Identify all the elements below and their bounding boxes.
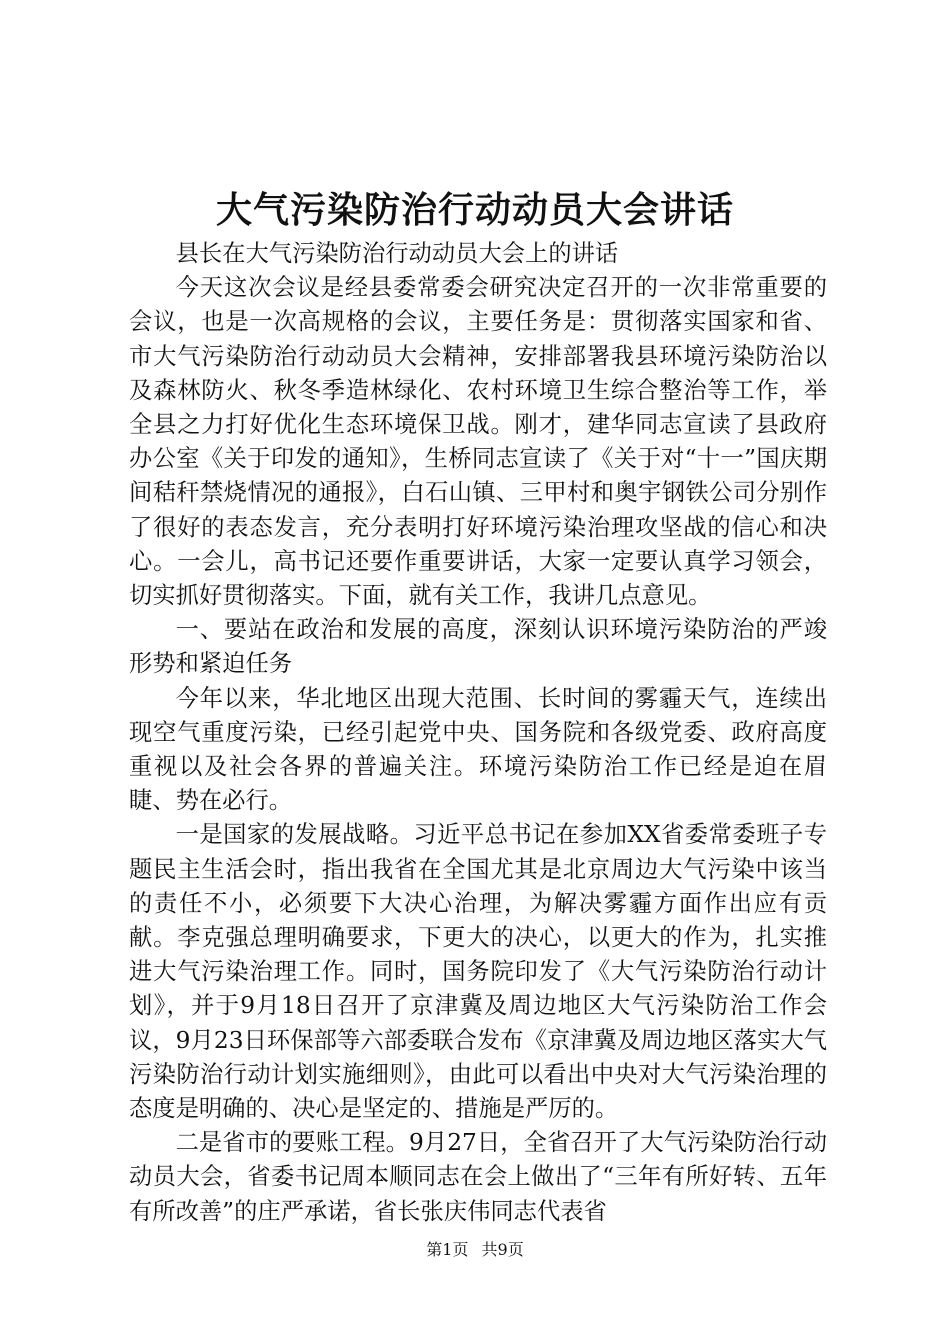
paragraph-national-strategy: 一是国家的发展战略。习近平总书记在参加XX省委常委班子专题民主生活会时，指出我省在全国尤其是北京周边大气污染中该当的责任不小，必须要下大决心治理，为解决雾霾方面作出应有贡献。李克强总理明确要求，下更大的决心，以更大的作为，扎实推进大气污染治理工作。同时，国务院印发了《大气污染防治行动计划》，并于9月18日召开了京津冀及周边地区大气污染防治工作会议，9月23日环保部等六部委联合发布《京津冀及周边地区落实大气污染防治行动计划实施细则》，由此可以看出中央对大气污染治理的态度是明确的、决心是坚定的、措施是严厉的。 xyxy=(129,821,827,1123)
paragraph-provincial-project: 二是省市的要账工程。9月27日，全省召开了大气污染防治行动动员大会，省委书记周本顺同志在会上做出了“三年有所好转、五年有所改善”的庄严承诺，省长张庆伟同志代表省 xyxy=(129,1129,827,1225)
document-body xyxy=(129,237,827,1229)
paragraph-section-heading: 一、要站在政治和发展的高度，深刻认识环境污染防治的严竣形势和紧迫任务 xyxy=(129,616,827,678)
paragraph-intro: 今天这次会议是经县委常委会研究决定召开的一次非常重要的会议，也是一次高规格的会议，主要任务是：贯彻落实国家和省、市大气污染防治行动动员大会精神，安排部署我县环境污染防治以及森林防火、秋冬季造林绿化、农村环境卫生综合整治等工作，举全县之力打好优化生态环境保卫战。刚才，建华同志宣读了县政府办公室《关于印发的通知》，生桥同志宣读了《关于对“十一”国庆期间秸秆禁烧情况的通报》，白石山镇、三甲村和奥宇钢铁公司分别作了很好的表态发言，充分表明打好环境污染治理攻坚战的信心和决心。一会儿，高书记还要作重要讲话，大家一定要认真学习领会，切实抓好贯彻落实。下面，就有关工作，我讲几点意见。 xyxy=(129,274,827,610)
page-number: 第1页 xyxy=(426,1240,469,1259)
page-footer xyxy=(0,1238,950,1262)
document-title: 大气污染防治行动动员大会讲话 xyxy=(215,189,734,231)
paragraph-situation: 今年以来，华北地区出现大范围、长时间的雾霾天气，连续出现空气重度污染，已经引起党中央、国务院和各级党委、政府高度重视以及社会各界的普遍关注。环境污染防治工作已经是迫在眉睫、势在必行。 xyxy=(129,684,827,815)
page-total: 共9页 xyxy=(481,1240,524,1259)
paragraph-subtitle: 县长在大气污染防治行动动员大会上的讲话 xyxy=(175,240,619,267)
